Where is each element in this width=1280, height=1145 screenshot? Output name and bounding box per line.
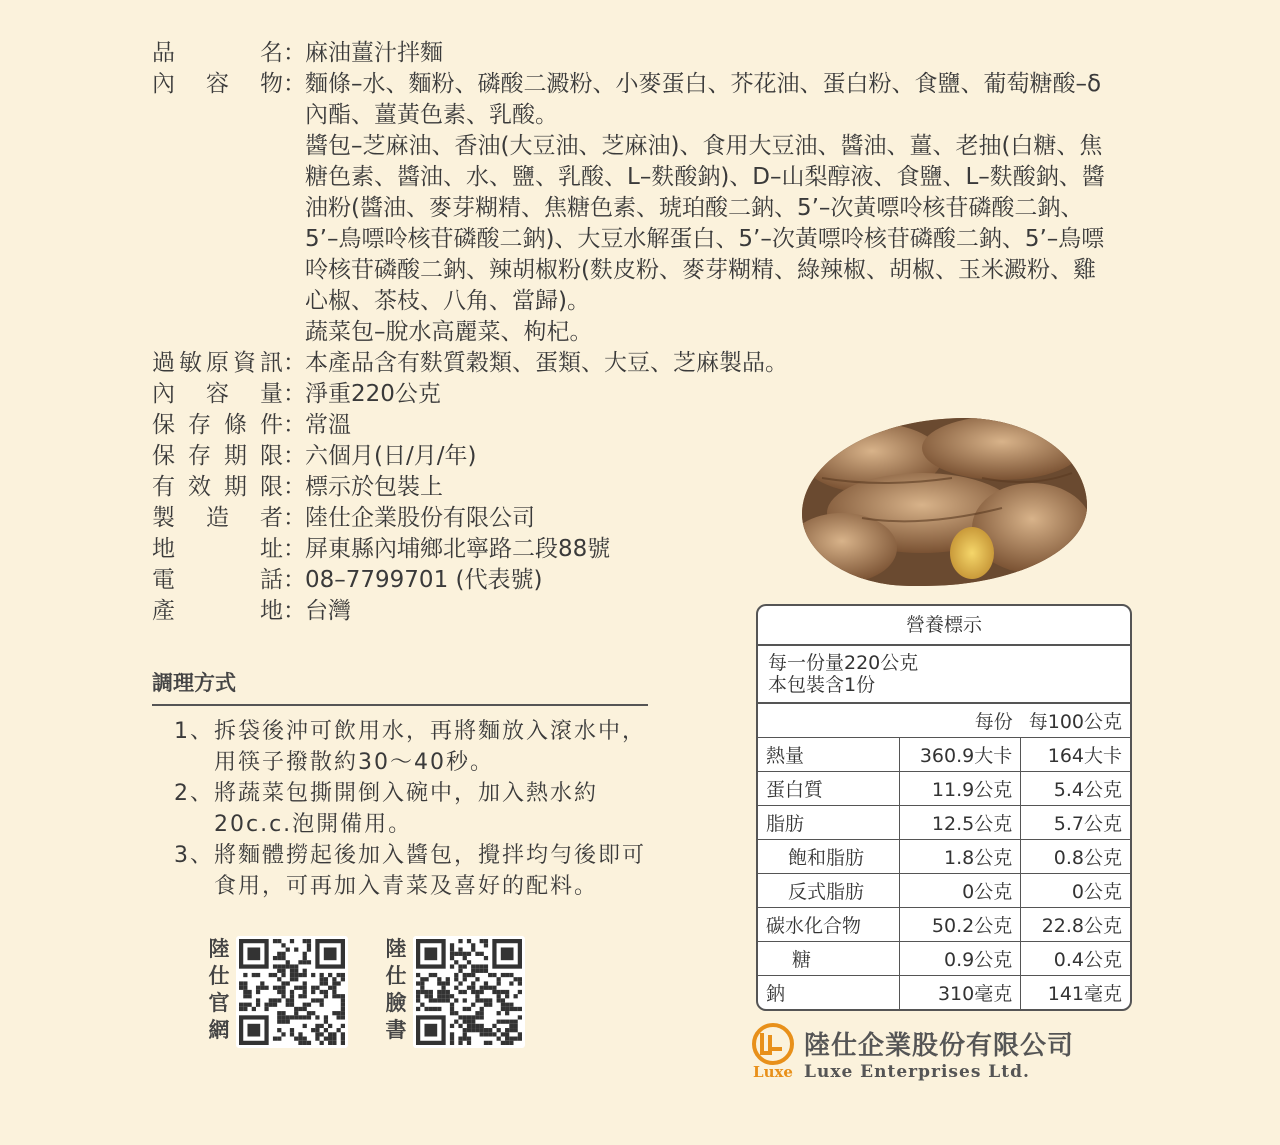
nutrient-per-100g: 0公克: [1021, 874, 1130, 908]
nutrition-row: [758, 738, 1130, 772]
nutrient-per-100g: 141毫克: [1021, 976, 1130, 1010]
qr-code-icon[interactable]: [236, 936, 348, 1048]
brand-name-en: Luxe Enterprises Ltd.: [804, 1061, 1030, 1082]
info-value: 常溫: [305, 412, 351, 438]
brand-name-cn: 陸仕企業股份有限公司: [804, 1030, 1075, 1061]
nutrient-per-100g: 0.8公克: [1021, 840, 1130, 874]
method-step: [152, 778, 648, 840]
info-label: 過 敏 原 資 訊: [152, 350, 283, 376]
qr-official-site[interactable]: [208, 936, 348, 1048]
info-value: 六個月(日/月/年): [305, 443, 477, 469]
nutrition-row: [758, 908, 1130, 942]
nutrient-per-serving: 0公克: [899, 874, 1020, 908]
info-colon: ：: [283, 443, 306, 469]
step-number: 2、: [174, 781, 214, 806]
method-title: 調理方式: [152, 668, 648, 706]
info-label: 地 址: [152, 536, 283, 562]
info-label: 內 容 物: [152, 71, 283, 97]
method-step: [152, 840, 648, 902]
info-colon: ：: [283, 381, 306, 407]
info-colon: ：: [283, 474, 306, 500]
nutrition-facts: [756, 604, 1132, 1011]
nutrition-header-row: [758, 704, 1130, 738]
nutrition-row: [758, 840, 1130, 874]
nutrition-title: 營養標示: [758, 606, 1130, 646]
logo-mark-text: Luxe: [753, 1063, 793, 1081]
nutrient-name: 飽和脂肪: [758, 840, 899, 874]
info-label: 產 地: [152, 598, 283, 624]
luxe-logo-icon: [748, 1023, 798, 1083]
info-label: 內 容 量: [152, 381, 283, 407]
info-value: 本產品含有麩質穀類、蛋類、大豆、芝麻製品。: [305, 350, 788, 376]
nutrition-table: [758, 704, 1130, 1009]
nutrient-per-100g: 22.8公克: [1021, 908, 1130, 942]
nutrient-per-serving: 11.9公克: [899, 772, 1020, 806]
info-value: 陸仕企業股份有限公司: [305, 505, 535, 531]
col-per-100g: 每100公克: [1028, 711, 1122, 733]
nutrient-per-serving: 12.5公克: [899, 806, 1020, 840]
nutrient-name: 反式脂肪: [758, 874, 899, 908]
nutrient-per-serving: 0.9公克: [899, 942, 1020, 976]
qr-code-icon[interactable]: [413, 936, 525, 1048]
info-row: [152, 69, 1132, 348]
info-label: 保 存 期 限: [152, 443, 283, 469]
nutrition-row: [758, 942, 1130, 976]
step-text: 將麵體撈起後加入醬包，攪拌均勻後即可食用，可再加入青菜及喜好的配料。: [214, 843, 647, 899]
info-colon: ：: [283, 71, 306, 97]
info-label: 電 話: [152, 567, 283, 593]
qr-official-site-label: 陸 仕 官 網: [208, 937, 230, 1042]
info-colon: ：: [283, 567, 306, 593]
info-colon: ：: [283, 505, 306, 531]
info-value: 麻油薑汁拌麵: [305, 40, 443, 66]
qr-facebook[interactable]: [385, 936, 525, 1048]
step-text: 將蔬菜包撕開倒入碗中，加入熱水約20c.c.泡開備用。: [214, 781, 599, 837]
info-label: 有 效 期 限: [152, 474, 283, 500]
nutrient-name: 蛋白質: [758, 772, 899, 806]
step-number: 1、: [174, 719, 214, 744]
info-row: [152, 38, 1132, 69]
info-value: 台灣: [305, 598, 351, 624]
nutrition-row: [758, 874, 1130, 908]
nutrient-name: 脂肪: [758, 806, 899, 840]
nutrient-name: 糖: [758, 942, 899, 976]
info-value: 淨重220公克: [305, 381, 441, 407]
serving-info: [758, 646, 1130, 704]
nutrition-row: [758, 976, 1130, 1010]
nutrient-per-100g: 164大卡: [1021, 738, 1130, 772]
qr-facebook-label: 陸 仕 臉 書: [385, 937, 407, 1042]
nutrient-name: 碳水化合物: [758, 908, 899, 942]
info-colon: ：: [283, 350, 306, 376]
col-per-serving: 每份: [974, 711, 1013, 733]
nutrient-per-100g: 5.7公克: [1021, 806, 1130, 840]
info-label: 製 造 者: [152, 505, 283, 531]
nutrient-name: 熱量: [758, 738, 899, 772]
info-colon: ：: [283, 598, 306, 624]
step-text: 拆袋後沖可飲用水，再將麵放入滾水中，用筷子撥散約30～40秒。: [214, 719, 647, 775]
info-value: 08–7799701 (代表號): [305, 567, 543, 593]
info-label: 品 名: [152, 40, 283, 66]
method-step: [152, 716, 648, 778]
info-value: 麵條–水、麵粉、磷酸二澱粉、小麥蛋白、芥花油、蛋白粉、食鹽、葡萄糖酸–δ內酯、薑黃色素、乳酸。 醬包–芝麻油、香油(大豆油、芝麻油)、食用大豆油、醬油、薑、老抽(白糖、焦糖色素、醬油、水、鹽、乳酸、L–麩酸鈉)、D–山梨醇液、食鹽、L–麩酸鈉、醬油粉(醬油、麥芽糊精、焦糖色素、琥珀酸二鈉、5’–次黃嘌呤核苷磷酸二鈉、5’–鳥嘌呤核苷磷酸二鈉)、大豆水解蛋白、5’–次黃嘌呤核苷磷酸二鈉、5’–鳥嘌呤核苷磷酸二鈉、辣胡椒粉(麩皮粉、麥芽糊精、綠辣椒、胡椒、玉米澱粉、雞心椒、茶枝、八角、當歸)。 蔬菜包–脫水高麗菜、枸杞。: [305, 71, 1105, 345]
nutrient-name: 鈉: [758, 976, 899, 1010]
info-value: 標示於包裝上: [305, 474, 443, 500]
nutrient-per-serving: 360.9大卡: [899, 738, 1020, 772]
serving-size: 每一份量220公克: [768, 652, 919, 674]
preparation-method: [152, 668, 648, 902]
nutrient-per-serving: 310毫克: [899, 976, 1020, 1010]
nutrition-row: [758, 806, 1130, 840]
info-row: [152, 348, 1132, 379]
nutrient-per-100g: 5.4公克: [1021, 772, 1130, 806]
info-colon: ：: [283, 412, 306, 438]
info-row: [152, 379, 1132, 410]
info-label: 保 存 條 件: [152, 412, 283, 438]
brand-logo: [748, 1023, 1074, 1083]
step-number: 3、: [174, 843, 214, 868]
info-colon: ：: [283, 536, 306, 562]
info-value: 屏東縣內埔鄉北寧路二段88號: [305, 536, 611, 562]
nutrient-per-serving: 1.8公克: [899, 840, 1020, 874]
servings-per-package: 本包裝含1份: [768, 674, 876, 696]
nutrient-per-100g: 0.4公克: [1021, 942, 1130, 976]
method-steps: [152, 716, 648, 902]
info-colon: ：: [283, 40, 306, 66]
nutrition-row: [758, 772, 1130, 806]
nutrient-per-serving: 50.2公克: [899, 908, 1020, 942]
